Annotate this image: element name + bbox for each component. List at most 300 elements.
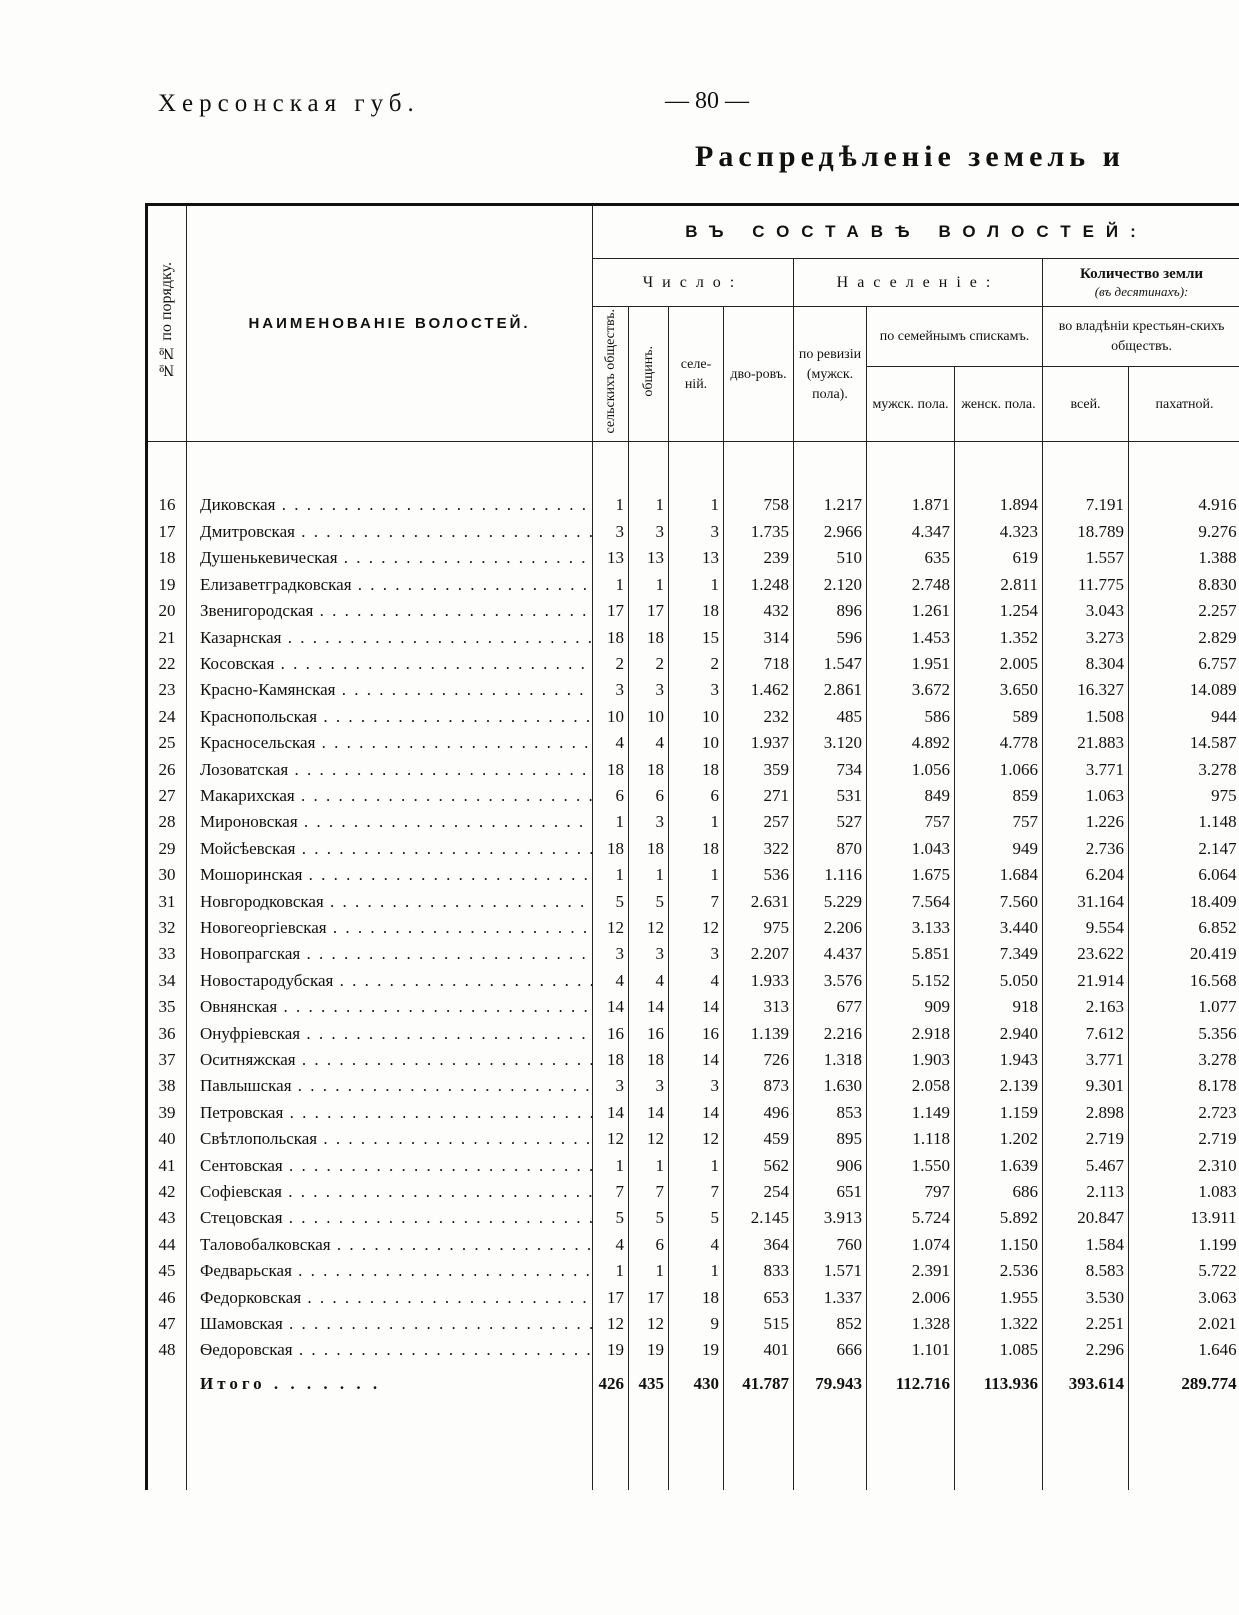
cell-land-all: 2.163 <box>1043 994 1129 1020</box>
cell-communities: 18 <box>629 625 669 651</box>
cell-societies: 1 <box>593 492 629 518</box>
volost-name <box>187 994 593 1020</box>
header-female-label: женск. пола. <box>961 397 1036 413</box>
filler-cell <box>669 1404 724 1490</box>
cell-land-all: 2.736 <box>1043 836 1129 862</box>
table-row <box>147 572 1239 598</box>
cell-villages: 3 <box>669 1073 724 1099</box>
cell-communities: 3 <box>629 809 669 835</box>
row-number: 22 <box>147 651 187 677</box>
header-male <box>867 366 955 442</box>
cell-female: 1.150 <box>955 1232 1043 1258</box>
cell-villages: 1 <box>669 492 724 518</box>
total-societies: 426 <box>593 1364 629 1404</box>
row-number: 39 <box>147 1100 187 1126</box>
cell-male: 1.261 <box>867 598 955 624</box>
cell-land-all: 11.775 <box>1043 572 1129 598</box>
table-row <box>147 730 1239 756</box>
cell-households: 1.462 <box>724 677 794 703</box>
cell-land-arable: 2.147 <box>1198 838 1237 858</box>
cell-female: 757 <box>955 809 1043 835</box>
cell-societies: 4 <box>593 968 629 994</box>
cell-male: 7.564 <box>867 889 955 915</box>
cell-male: 1.074 <box>867 1232 955 1258</box>
cell-revision: 485 <box>794 704 867 730</box>
cell-households: 833 <box>724 1258 794 1284</box>
cell-revision: 1.547 <box>794 651 867 677</box>
volost-name-text: Красносельская . . . <box>200 733 593 752</box>
cell-villages: 6 <box>669 783 724 809</box>
header-super <box>593 205 1239 259</box>
header-male-label: мужск. пола. <box>872 397 949 413</box>
volost-name <box>187 1285 593 1311</box>
cell-land-all: 8.304 <box>1043 651 1129 677</box>
cell-communities: 19 <box>629 1337 669 1363</box>
cell-communities: 17 <box>629 1285 669 1311</box>
cell-land-arable: 1.388 <box>1198 548 1237 568</box>
row-number: 19 <box>147 572 187 598</box>
cell-societies: 3 <box>593 519 629 545</box>
cell-communities: 12 <box>629 915 669 941</box>
table-row <box>147 1021 1239 1047</box>
cell-female: 949 <box>955 836 1043 862</box>
cell-villages: 3 <box>669 941 724 967</box>
cell-households: 653 <box>724 1285 794 1311</box>
table-row <box>147 625 1239 651</box>
cell-land-arable: 5.722 <box>1198 1261 1237 1281</box>
cell-societies: 12 <box>593 1311 629 1337</box>
volost-name-text: Звенигородская . . . <box>200 601 593 620</box>
cell-female: 5.892 <box>955 1205 1043 1231</box>
volost-name <box>187 572 593 598</box>
cell-communities: 5 <box>629 1205 669 1231</box>
cell-land-all: 2.898 <box>1043 1100 1129 1126</box>
cell-land-arable: 14.587 <box>1189 733 1237 753</box>
table-row <box>147 1179 1239 1205</box>
cell-revision: 1.630 <box>794 1073 867 1099</box>
cell-land-all: 3.043 <box>1043 598 1129 624</box>
cell-communities: 2 <box>629 651 669 677</box>
header-land-all <box>1043 366 1129 442</box>
cell-female: 5.050 <box>955 968 1043 994</box>
row-number: 27 <box>147 783 187 809</box>
row-number: 26 <box>147 757 187 783</box>
volost-name <box>187 492 593 518</box>
cell-households: 1.139 <box>724 1021 794 1047</box>
cell-revision: 1.318 <box>794 1047 867 1073</box>
cell-households: 257 <box>724 809 794 835</box>
cell-villages: 15 <box>669 625 724 651</box>
cell-societies: 1 <box>593 809 629 835</box>
cell-communities: 5 <box>629 889 669 915</box>
volost-name-text: Ѳедоровская . . . <box>200 1340 593 1359</box>
cell-villages: 18 <box>669 1285 724 1311</box>
cell-revision: 1.571 <box>794 1258 867 1284</box>
cell-villages: 16 <box>669 1021 724 1047</box>
volost-name-text: Стецовская . . . <box>200 1208 593 1227</box>
cell-villages: 2 <box>669 651 724 677</box>
cell-revision: 596 <box>794 625 867 651</box>
cell-male: 757 <box>867 809 955 835</box>
cell-societies: 14 <box>593 1100 629 1126</box>
cell-households: 254 <box>724 1179 794 1205</box>
table-row <box>147 1337 1239 1363</box>
cell-households: 496 <box>724 1100 794 1126</box>
header-households-label: дво-ровъ. <box>730 367 787 383</box>
cell-households: 314 <box>724 625 794 651</box>
volost-name <box>187 677 593 703</box>
cell-villages: 5 <box>669 1205 724 1231</box>
filler-cell <box>1129 1404 1239 1490</box>
row-number: 29 <box>147 836 187 862</box>
header-volost-name <box>187 205 593 442</box>
cell-households: 239 <box>724 545 794 571</box>
cell-revision: 3.913 <box>794 1205 867 1231</box>
cell-land-all: 3.273 <box>1043 625 1129 651</box>
cell-communities: 3 <box>629 519 669 545</box>
volost-name <box>187 1337 593 1363</box>
cell-male: 2.391 <box>867 1258 955 1284</box>
cell-land-all: 2.251 <box>1043 1311 1129 1337</box>
cell-communities: 16 <box>629 1021 669 1047</box>
volost-name <box>187 704 593 730</box>
cell-communities: 6 <box>629 1232 669 1258</box>
cell-female: 1.684 <box>955 862 1043 888</box>
volost-name <box>187 889 593 915</box>
volost-name-text: Дмитровская . . . <box>200 522 593 541</box>
cell-communities: 4 <box>629 730 669 756</box>
cell-land-all: 1.226 <box>1043 809 1129 835</box>
cell-villages: 19 <box>669 1337 724 1363</box>
cell-revision: 870 <box>794 836 867 862</box>
cell-land-all: 3.771 <box>1043 1047 1129 1073</box>
cell-villages: 18 <box>669 836 724 862</box>
volost-name <box>187 809 593 835</box>
cell-revision: 1.337 <box>794 1285 867 1311</box>
total-land-arable: 289.774 <box>1181 1373 1237 1393</box>
cell-land-arable: 3.278 <box>1198 759 1237 779</box>
row-number: 44 <box>147 1232 187 1258</box>
cell-revision: 2.120 <box>794 572 867 598</box>
cell-land-arable: 18.409 <box>1189 891 1237 911</box>
province-header: Херсонская губ. <box>158 90 420 117</box>
table-row <box>147 677 1239 703</box>
row-number: 40 <box>147 1126 187 1152</box>
cell-female: 1.943 <box>955 1047 1043 1073</box>
cell-communities: 6 <box>629 783 669 809</box>
cell-male: 1.550 <box>867 1153 955 1179</box>
header-row-number-label: №№ по порядку. <box>158 262 175 380</box>
table-row <box>147 915 1239 941</box>
total-communities: 435 <box>629 1364 669 1404</box>
cell-households: 1.933 <box>724 968 794 994</box>
cell-societies: 3 <box>593 941 629 967</box>
row-number: 34 <box>147 968 187 994</box>
cell-households: 459 <box>724 1126 794 1152</box>
cell-female: 1.352 <box>955 625 1043 651</box>
cell-revision: 906 <box>794 1153 867 1179</box>
cell-land-all: 31.164 <box>1043 889 1129 915</box>
table-row <box>147 968 1239 994</box>
cell-villages: 18 <box>669 757 724 783</box>
cell-land-arable: 8.830 <box>1198 574 1237 594</box>
cell-villages: 4 <box>669 968 724 994</box>
cell-villages: 1 <box>669 572 724 598</box>
cell-villages: 14 <box>669 1047 724 1073</box>
cell-households: 313 <box>724 994 794 1020</box>
volost-name-text: Свѣтлопольская . . . <box>200 1129 593 1148</box>
cell-male: 1.149 <box>867 1100 955 1126</box>
volost-name-text: Новостародубская . . . <box>200 971 593 990</box>
cell-societies: 13 <box>593 545 629 571</box>
total-villages: 430 <box>669 1364 724 1404</box>
cell-societies: 5 <box>593 1205 629 1231</box>
cell-male: 5.152 <box>867 968 955 994</box>
cell-female: 1.085 <box>955 1337 1043 1363</box>
row-number: 47 <box>147 1311 187 1337</box>
cell-land-arable: 1.646 <box>1198 1340 1237 1360</box>
spacer-row <box>147 442 1239 493</box>
cell-communities: 1 <box>629 1258 669 1284</box>
cell-female: 2.811 <box>955 572 1043 598</box>
cell-land-all: 21.883 <box>1043 730 1129 756</box>
volost-name-text: Красно-Камянская . . . <box>200 680 593 699</box>
cell-female: 686 <box>955 1179 1043 1205</box>
cell-male: 2.748 <box>867 572 955 598</box>
cell-societies: 6 <box>593 783 629 809</box>
cell-land-arable: 2.257 <box>1198 601 1237 621</box>
cell-land-arable: 975 <box>1211 785 1237 805</box>
cell-revision: 1.116 <box>794 862 867 888</box>
cell-communities: 12 <box>629 1126 669 1152</box>
cell-male: 1.101 <box>867 1337 955 1363</box>
filler-cell <box>1043 1404 1129 1490</box>
header-female <box>955 366 1043 442</box>
cell-land-arable: 2.021 <box>1198 1314 1237 1334</box>
cell-households: 758 <box>724 492 794 518</box>
header-group-population-label: Населеніе: <box>836 273 1000 291</box>
cell-female: 7.560 <box>955 889 1043 915</box>
cell-communities: 1 <box>629 492 669 518</box>
volost-name <box>187 519 593 545</box>
cell-female: 589 <box>955 704 1043 730</box>
header-households <box>724 307 794 442</box>
row-number: 35 <box>147 994 187 1020</box>
cell-land-all: 2.296 <box>1043 1337 1129 1363</box>
cell-male: 2.058 <box>867 1073 955 1099</box>
total-revision: 79.943 <box>794 1364 867 1404</box>
table-row <box>147 1258 1239 1284</box>
cell-land-arable: 2.719 <box>1198 1129 1237 1149</box>
table-row <box>147 1073 1239 1099</box>
statistics-table-container <box>145 203 1239 1490</box>
cell-villages: 7 <box>669 889 724 915</box>
cell-societies: 18 <box>593 1047 629 1073</box>
cell-villages: 12 <box>669 1126 724 1152</box>
table-row <box>147 519 1239 545</box>
cell-societies: 18 <box>593 836 629 862</box>
cell-male: 5.851 <box>867 941 955 967</box>
header-group-number-label: Число: <box>642 273 744 291</box>
cell-female: 1.955 <box>955 1285 1043 1311</box>
table-row <box>147 809 1239 835</box>
cell-villages: 3 <box>669 519 724 545</box>
volost-name <box>187 730 593 756</box>
cell-land-all: 18.789 <box>1043 519 1129 545</box>
cell-societies: 1 <box>593 572 629 598</box>
table-row <box>147 889 1239 915</box>
volost-name-text: Софіевская . . . <box>200 1182 593 1201</box>
cell-societies: 1 <box>593 1153 629 1179</box>
cell-villages: 1 <box>669 1153 724 1179</box>
cell-households: 359 <box>724 757 794 783</box>
cell-revision: 734 <box>794 757 867 783</box>
cell-revision: 677 <box>794 994 867 1020</box>
cell-male: 1.903 <box>867 1047 955 1073</box>
table-row <box>147 757 1239 783</box>
header-group-number <box>593 259 794 307</box>
filler-row <box>147 1404 1239 1490</box>
volost-name <box>187 1311 593 1337</box>
header-societies-label: сельскихъ обществъ. <box>602 309 618 434</box>
cell-villages: 18 <box>669 598 724 624</box>
cell-land-all: 21.914 <box>1043 968 1129 994</box>
volost-name-text: Таловобалковская . . . <box>200 1235 593 1254</box>
cell-female: 4.323 <box>955 519 1043 545</box>
row-number: 32 <box>147 915 187 941</box>
cell-societies: 3 <box>593 1073 629 1099</box>
header-villages <box>669 307 724 442</box>
cell-households: 271 <box>724 783 794 809</box>
cell-households: 536 <box>724 862 794 888</box>
cell-revision: 853 <box>794 1100 867 1126</box>
cell-male: 1.871 <box>867 492 955 518</box>
cell-land-arable: 5.356 <box>1198 1023 1237 1043</box>
volost-name-text: Лозоватская . . . <box>200 760 593 779</box>
cell-societies: 1 <box>593 1258 629 1284</box>
cell-villages: 3 <box>669 677 724 703</box>
cell-societies: 7 <box>593 1179 629 1205</box>
cell-female: 2.005 <box>955 651 1043 677</box>
row-number: 33 <box>147 941 187 967</box>
table-row <box>147 545 1239 571</box>
header-group-land-label: Количество земли <box>1080 266 1204 282</box>
cell-societies: 2 <box>593 651 629 677</box>
cell-land-arable: 2.723 <box>1198 1102 1237 1122</box>
volost-name <box>187 915 593 941</box>
cell-societies: 4 <box>593 1232 629 1258</box>
header-group-land-sub: (въ десятинахъ): <box>1094 283 1189 299</box>
row-number: 42 <box>147 1179 187 1205</box>
cell-households: 1.248 <box>724 572 794 598</box>
cell-male: 1.453 <box>867 625 955 651</box>
volost-name <box>187 1021 593 1047</box>
cell-land-all: 9.554 <box>1043 915 1129 941</box>
cell-societies: 1 <box>593 862 629 888</box>
cell-villages: 13 <box>669 545 724 571</box>
volost-name-text: Федорковская . . . <box>200 1288 593 1307</box>
cell-villages: 10 <box>669 704 724 730</box>
cell-societies: 10 <box>593 704 629 730</box>
cell-societies: 16 <box>593 1021 629 1047</box>
cell-male: 635 <box>867 545 955 571</box>
cell-societies: 18 <box>593 757 629 783</box>
cell-societies: 19 <box>593 1337 629 1363</box>
header-peasant-land-label: во владѣніи крестьян-скихъ обществъ. <box>1058 319 1225 355</box>
header-super-label: ВЪ СОСТАВѢ ВОЛОСТЕЙ: <box>685 222 1148 241</box>
row-number: 31 <box>147 889 187 915</box>
cell-land-all: 1.584 <box>1043 1232 1129 1258</box>
row-number: 28 <box>147 809 187 835</box>
table-row <box>147 941 1239 967</box>
cell-female: 859 <box>955 783 1043 809</box>
cell-communities: 3 <box>629 677 669 703</box>
volost-name-text: Новгородковская . . . <box>200 892 593 911</box>
cell-land-all: 6.204 <box>1043 862 1129 888</box>
cell-communities: 1 <box>629 1153 669 1179</box>
cell-land-all: 2.719 <box>1043 1126 1129 1152</box>
cell-villages: 10 <box>669 730 724 756</box>
cell-households: 562 <box>724 1153 794 1179</box>
cell-villages: 14 <box>669 994 724 1020</box>
total-row-number <box>147 1364 187 1404</box>
table-row <box>147 1126 1239 1152</box>
volost-name-text: Оситняжская . . . <box>200 1050 593 1069</box>
volost-name-text: Диковская . . . <box>200 495 593 514</box>
header-peasant-land <box>1043 307 1239 367</box>
volost-name <box>187 1232 593 1258</box>
cell-male: 2.918 <box>867 1021 955 1047</box>
cell-revision: 527 <box>794 809 867 835</box>
cell-land-arable: 3.063 <box>1198 1287 1237 1307</box>
cell-households: 718 <box>724 651 794 677</box>
cell-societies: 17 <box>593 1285 629 1311</box>
cell-male: 1.675 <box>867 862 955 888</box>
cell-land-all: 3.771 <box>1043 757 1129 783</box>
cell-land-arable: 3.278 <box>1198 1050 1237 1070</box>
volost-name-text: Петровская . . . <box>200 1103 593 1122</box>
row-number: 18 <box>147 545 187 571</box>
row-number: 30 <box>147 862 187 888</box>
row-number: 36 <box>147 1021 187 1047</box>
cell-communities: 14 <box>629 1100 669 1126</box>
page-number: — 80 — <box>665 88 749 114</box>
table-row <box>147 492 1239 518</box>
cell-female: 1.202 <box>955 1126 1043 1152</box>
cell-land-arable: 20.419 <box>1189 944 1237 964</box>
cell-male: 1.328 <box>867 1311 955 1337</box>
cell-communities: 18 <box>629 1047 669 1073</box>
row-number: 20 <box>147 598 187 624</box>
cell-communities: 3 <box>629 941 669 967</box>
volost-name-text: Сентовская . . . <box>200 1156 593 1175</box>
cell-female: 2.536 <box>955 1258 1043 1284</box>
cell-male: 4.892 <box>867 730 955 756</box>
cell-land-arable: 4.916 <box>1198 495 1237 515</box>
cell-communities: 1 <box>629 572 669 598</box>
volost-name <box>187 1100 593 1126</box>
header-revision-label: по ревизіи (мужск. пола). <box>798 347 862 403</box>
volost-name <box>187 836 593 862</box>
header-land-all-label: всей. <box>1070 397 1101 413</box>
cell-revision: 510 <box>794 545 867 571</box>
volost-name-text: Душенькевическая . . . <box>200 548 593 567</box>
row-number: 23 <box>147 677 187 703</box>
volost-name-text: Косовская . . . <box>200 654 593 673</box>
header-family-lists-label: по семейнымъ спискамъ. <box>879 329 1030 345</box>
cell-households: 1.735 <box>724 519 794 545</box>
header-land-arable-label: пахатной. <box>1155 397 1214 413</box>
